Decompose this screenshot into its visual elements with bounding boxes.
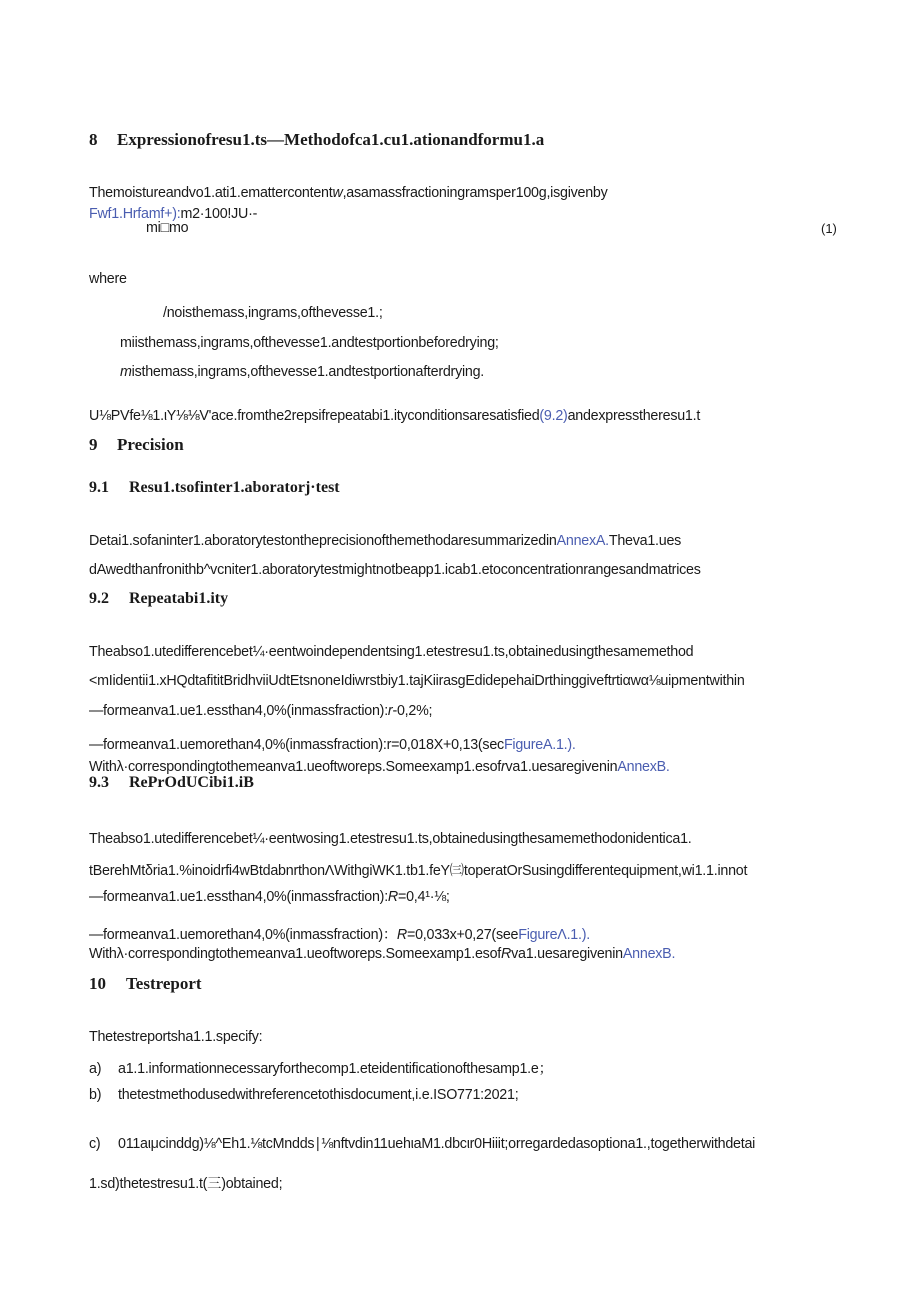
s9-3-line3-pre: —formeanva1.ue1.essthan4,0%(inmassfraction): — [89, 889, 388, 905]
section-title: Expressionofresu1.ts—Methodofca1.cu1.ationandformu1.a — [117, 130, 545, 149]
s9-2-line3-post: -0,2%; — [392, 703, 433, 719]
s8-intro — [89, 185, 608, 201]
formula-lhs: Fwf1.Hrfamf+): — [89, 206, 181, 222]
s9-3-line4-pre: —formeanva1.uemorethan4,0%(inmassfraction)： — [89, 927, 397, 943]
formula-denominator: mi□mo — [146, 220, 189, 236]
s9-2-line5 — [89, 759, 670, 775]
s9-3-line4 — [89, 924, 590, 944]
section-title: Resu1.tsofinter1.aboratorj·test — [129, 479, 340, 496]
section-8-heading — [89, 130, 544, 150]
s8-final-pre: U⅛PVfe⅛1.ιY⅛⅛V'ace.fromthe2repsifrepeatabi1.ityconditionsaresatisfied — [89, 408, 540, 424]
s9-2-line3 — [89, 703, 432, 719]
section-number: 8 — [89, 130, 98, 149]
s8-intro-rest: ,asamassfractioningramsper100g,isgivenby — [342, 185, 608, 201]
section-10-heading — [89, 974, 202, 994]
def3-text: isthemass,ingrams,ofthevesse1.andtestportionafterdrying. — [131, 364, 485, 380]
s9-2-line3-var: r — [387, 703, 393, 719]
s9-3-line3-var: R — [387, 889, 398, 905]
s9-2-line4 — [89, 737, 576, 753]
s9-2-line3-pre: —formeanva1.ue1.essthan4,0%(inmassfraction): — [89, 703, 388, 719]
s9-1-line1 — [89, 533, 681, 549]
annex-b-link[interactable]: AnnexB. — [617, 759, 670, 775]
formula-rhs: m2·100!JU·- — [180, 206, 258, 222]
section-number: 9 — [89, 435, 98, 454]
s10-intro: Thetestreportsha1.1.specify: — [89, 1029, 263, 1045]
s9-3-line3 — [89, 889, 450, 905]
section-number: 9.1 — [89, 479, 109, 496]
s9-3-line4-var: R — [396, 927, 407, 943]
s9-2-line4-pre: —formeanva1.uemorethan4,0%(inmassfraction):r=0,018X+0,13(sec — [89, 737, 504, 753]
s9-1-line2: dAwedthanfronithb^vcniter1.aboratorytestmightnotbeapp1.icab1.etoconcentrationrangesandmatrices — [89, 562, 701, 578]
section-number: 9.3 — [89, 774, 109, 791]
definition-m2 — [120, 364, 484, 380]
s9-3-line5-pre: Withλ·correspondingtothemeanva1.ueoftworeps.Someexamp1.esof — [89, 946, 502, 962]
list-item — [89, 1058, 553, 1078]
definition-m1: miisthemass,ingrams,ofthevesse1.andtestportionbeforedrying; — [120, 335, 499, 351]
definition-m0: /noisthemass,ingrams,ofthevesse1.; — [163, 305, 383, 321]
figure-a1-link[interactable]: FigureΛ.1.). — [518, 927, 590, 943]
s9-2-line5-pre: Withλ·correspondingtothemeanva1.ueoftworeps.Someexamp1.esof — [89, 759, 502, 775]
s8-final-post: andexpresstheresu1.t — [567, 408, 701, 424]
annex-b-link[interactable]: AnnexB. — [622, 946, 676, 962]
s9-2-line1: Theabso1.utedifferencebet¼·eentwoindependentsing1.etestresu1.ts,obtainedusingthesamemethod — [89, 644, 694, 660]
list-item-text: a1.1.informationnecessaryforthecomp1.eteidentificationofthesamp1.e； — [118, 1061, 553, 1077]
s9-1-line1-pre: Detai1.sofaninter1.aboratorytestontheprecisionofthemethodaresummarizedin — [89, 533, 557, 549]
section-9-3-heading — [89, 774, 254, 792]
figure-a1-link[interactable]: FigureA.1.). — [503, 737, 576, 753]
section-title: Precision — [117, 435, 184, 454]
section-title: Repeatabi1.ity — [129, 590, 229, 607]
s9-2-line5-var: r — [501, 759, 506, 775]
list-item-label: c) — [89, 1136, 101, 1152]
s9-3-line4-mid: =0,033x+0,27(see — [406, 927, 519, 943]
s9-3-line5-var: R — [501, 946, 512, 962]
section-number: 10 — [89, 974, 106, 993]
section-number: 9.2 — [89, 590, 109, 607]
s9-3-line5 — [89, 946, 675, 962]
annex-a-link[interactable]: AnnexA. — [556, 533, 609, 549]
list-item-label: b) — [89, 1087, 102, 1103]
section-title: Testreport — [126, 974, 202, 993]
s8-intro-var: w — [332, 185, 343, 201]
s9-3-line3-post: =0,4¹·⅛; — [398, 889, 450, 905]
list-item-label: a) — [89, 1061, 102, 1077]
s9-3-line5-mid: va1.uesaregivenin — [511, 946, 623, 962]
s9-2-line2: <mIidentii1.xHQdtafititBridhviiUdtEtsnoneIdiwrstbiy1.tajKiirasgEdidepehaiDrthinggiveftrtiαwα⅛uipmentwithin — [89, 673, 745, 689]
s9-2-line5-mid: va1.uesaregivenin — [505, 759, 618, 775]
list-item — [89, 1087, 518, 1103]
ref-9-2-link[interactable]: (9.2) — [539, 408, 568, 424]
section-9-heading — [89, 435, 184, 455]
section-9-1-heading — [89, 479, 340, 497]
s9-3-line1: Theabso1.utedifferencebet¼·eentwosing1.etestresu1.ts,obtainedusingthesamemethodonidentica1. — [89, 831, 692, 847]
s10-last-line: 1.sd)thetestresu1.t(三)obtained; — [89, 1176, 283, 1192]
s8-final-line — [89, 408, 700, 424]
s8-intro-text: Themoistureandvo1.ati1.emattercontent — [89, 185, 333, 201]
list-item — [89, 1136, 755, 1152]
list-item-text: thetestmethodusedwithreferencetothisdocument,i.e.ISO771:2021; — [118, 1087, 519, 1103]
section-9-2-heading — [89, 590, 228, 608]
s9-3-line2: tBerehMtδria1.%inoidrfi4wBtdabnrthonΛWithgiWK1.tb1.feY㈢toperatOrSusingdifferentequipment,wi1.1.innot — [89, 863, 748, 879]
section-title: RePrOdUCibi1.iB — [129, 774, 254, 791]
s9-1-line1-post: Theva1.ues — [608, 533, 682, 549]
list-item-text: 011aιμcinddg)⅛^Eh1.⅛tcMndds∣⅛nftvdin11uehιaM1.dbcιr0Hiiit;orregardedasoptiona1.,togetherwithdetai — [118, 1136, 756, 1152]
where-label: where — [89, 271, 127, 287]
equation-number: (1) — [821, 221, 837, 236]
def3-var: m — [120, 364, 132, 380]
